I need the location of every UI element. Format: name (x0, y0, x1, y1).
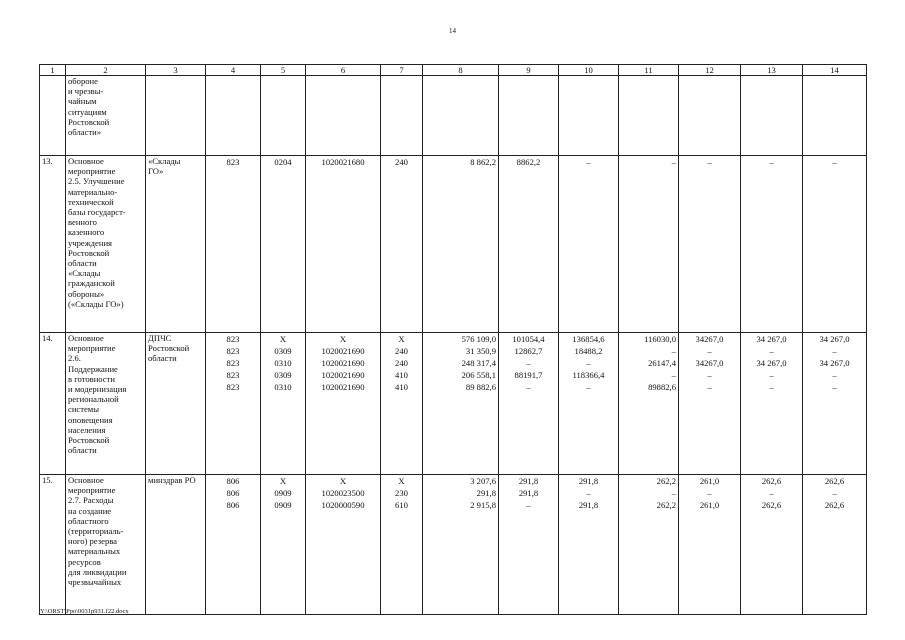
cell-value: 262,6 (761, 476, 782, 486)
column-header-7: 7 (381, 65, 423, 76)
cell-value: 230 (395, 488, 408, 498)
column-header-10: 10 (559, 65, 619, 76)
column-9-cell (499, 156, 559, 333)
cell-value: 0909 (274, 500, 292, 510)
cell-value: 823 (226, 382, 240, 392)
cell-value: 823 (226, 358, 240, 368)
cell-value: – (769, 157, 774, 167)
column-10-cell (559, 333, 619, 475)
row-number: 15. (40, 475, 66, 615)
column-header-2: 2 (66, 65, 146, 76)
cell-value: 8 862,2 (470, 157, 496, 167)
column-8-cell (423, 475, 499, 615)
column-7-cell (381, 76, 423, 156)
column-6-cell (306, 475, 381, 615)
cell-value: – (526, 358, 531, 368)
column-4-cell (206, 156, 261, 333)
cell-value: 3 207,6 (470, 476, 496, 486)
cell-value: 0909 (274, 488, 292, 498)
cell-value: – (832, 370, 837, 380)
cell-value: 806 (226, 476, 240, 486)
row-number: 13. (40, 156, 66, 333)
column-11-cell (619, 76, 679, 156)
cell-value: 8862,2 (516, 157, 541, 167)
executor: ДПЧС Ростовской области (146, 333, 206, 475)
table-row (40, 475, 867, 615)
column-8-cell (423, 333, 499, 475)
cell-value: – (671, 488, 676, 498)
cell-value: 1020021690 (321, 346, 365, 356)
column-9-cell (499, 333, 559, 475)
cell-value: X (339, 476, 347, 486)
cell-value: – (832, 488, 837, 498)
cell-value: 101054,4 (512, 334, 545, 344)
cell-value: 291,8 (578, 500, 599, 510)
column-11-cell (619, 333, 679, 475)
cell-value: X (279, 334, 287, 344)
cell-value: 806 (226, 500, 240, 510)
column-5-cell (261, 333, 306, 475)
column-5-cell (261, 475, 306, 615)
activity-name: Основное мероприятие 2.5. Улучшение материально- технической базы государст- венного казенного учреждения Ростовской области «Склады гражданской обороны» («Склады ГО») (66, 156, 146, 333)
column-header-9: 9 (499, 65, 559, 76)
cell-value: – (707, 488, 712, 498)
cell-value: 806 (226, 488, 240, 498)
column-12-cell (679, 333, 741, 475)
column-header-13: 13 (741, 65, 803, 76)
cell-value: – (526, 500, 531, 510)
cell-value: 1020021690 (321, 370, 365, 380)
cell-value: 1020021690 (321, 358, 365, 368)
column-10-cell (559, 475, 619, 615)
cell-value: – (707, 370, 712, 380)
cell-value: 410 (395, 370, 408, 380)
cell-value: 262,6 (824, 500, 845, 510)
cell-value: 0310 (274, 382, 292, 392)
cell-value: 118366,4 (572, 370, 605, 380)
cell-value: 88191,7 (514, 370, 543, 380)
cell-value: 206 558,1 (461, 370, 496, 380)
cell-value: 26147,4 (648, 358, 676, 368)
cell-value: 1020021690 (321, 382, 365, 392)
cell-value: – (769, 488, 774, 498)
cell-value: 410 (395, 382, 408, 392)
column-header-14: 14 (803, 65, 867, 76)
cell-value: 262,2 (656, 500, 676, 510)
column-7-cell (381, 475, 423, 615)
column-10-cell (559, 156, 619, 333)
footer-path: Y:\ORST\Ppo\0031p931.f22.docx (40, 608, 129, 615)
column-header-11: 11 (619, 65, 679, 76)
cell-value: 262,2 (656, 476, 676, 486)
cell-value: – (769, 382, 774, 392)
table-row (40, 333, 867, 475)
cell-value: 823 (226, 157, 240, 167)
cell-value: 1020023500 (321, 488, 365, 498)
cell-value: 89 882,6 (465, 382, 496, 392)
cell-value: 240 (395, 358, 408, 368)
cell-value: 34 267,0 (756, 358, 787, 368)
column-11-cell (619, 475, 679, 615)
cell-value: 136854,6 (572, 334, 605, 344)
column-header-12: 12 (679, 65, 741, 76)
row-number: 14. (40, 333, 66, 475)
cell-value: 0310 (274, 358, 292, 368)
column-5-cell (261, 76, 306, 156)
column-5-cell (261, 156, 306, 333)
cell-value: 576 109,0 (461, 334, 496, 344)
cell-value: 34 267,0 (819, 358, 850, 368)
column-6-cell (306, 333, 381, 475)
cell-value: 261,0 (699, 500, 720, 510)
column-8-cell (423, 76, 499, 156)
page-number: 14 (449, 27, 456, 35)
cell-value: 291,8 (518, 476, 539, 486)
cell-value: 18488,2 (574, 346, 603, 356)
cell-value: 34 267,0 (819, 334, 850, 344)
cell-value: 291,8 (518, 488, 539, 498)
column-6-cell (306, 76, 381, 156)
column-12-cell (679, 76, 741, 156)
activity-name: обороне и чрезвы- чайным ситуациям Ростовской области» (66, 76, 146, 156)
cell-value: X (279, 476, 287, 486)
cell-value: X (398, 334, 405, 344)
cell-value: 0309 (274, 370, 292, 380)
column-header-4: 4 (206, 65, 261, 76)
cell-value: – (586, 382, 591, 392)
column-header-8: 8 (423, 65, 499, 76)
cell-value: X (398, 476, 405, 486)
column-12-cell (679, 475, 741, 615)
column-13-cell (741, 475, 803, 615)
executor: «Склады ГО» (146, 156, 206, 333)
cell-value: – (707, 346, 712, 356)
cell-value: 12862,7 (514, 346, 543, 356)
column-13-cell (741, 156, 803, 333)
column-header-1: 1 (40, 65, 66, 76)
column-14-cell (803, 475, 867, 615)
column-header-5: 5 (261, 65, 306, 76)
cell-value: 240 (395, 346, 408, 356)
cell-value: 248 317,4 (461, 358, 496, 368)
column-header-3: 3 (146, 65, 206, 76)
executor (146, 76, 206, 156)
cell-value: 610 (395, 500, 408, 510)
cell-value: – (586, 488, 591, 498)
cell-value: – (832, 382, 837, 392)
cell-value: X (339, 334, 347, 344)
cell-value: – (526, 382, 531, 392)
cell-value: 823 (226, 334, 240, 344)
column-4-cell (206, 76, 261, 156)
cell-value: 262,6 (761, 500, 782, 510)
column-13-cell (741, 76, 803, 156)
column-14-cell (803, 156, 867, 333)
cell-value: 823 (226, 346, 240, 356)
cell-value: 116030,0 (644, 334, 676, 344)
column-4-cell (206, 333, 261, 475)
row-number (40, 76, 66, 156)
cell-value: 34 267,0 (756, 334, 787, 344)
cell-value: 34267,0 (695, 358, 724, 368)
cell-value: – (671, 346, 676, 356)
cell-value: – (586, 358, 591, 368)
column-header-6: 6 (306, 65, 381, 76)
cell-value: 34267,0 (695, 334, 724, 344)
column-14-cell (803, 76, 867, 156)
cell-value: 1020021680 (321, 157, 365, 167)
column-9-cell (499, 76, 559, 156)
cell-value: 0309 (274, 346, 292, 356)
column-7-cell (381, 333, 423, 475)
cell-value: 262,6 (824, 476, 845, 486)
cell-value: 2 915,8 (470, 500, 496, 510)
cell-value: 291,8 (578, 476, 599, 486)
column-6-cell (306, 156, 381, 333)
column-14-cell (803, 333, 867, 475)
cell-value: 240 (395, 157, 408, 167)
cell-value: 1020000590 (321, 500, 365, 510)
activity-name: Основное мероприятие 2.7. Расходы на создание областного (территориаль- ного) резерва материальных ресурсов для ликвидации чрезвычайных (66, 475, 146, 615)
cell-value: – (832, 346, 837, 356)
column-9-cell (499, 475, 559, 615)
column-4-cell (206, 475, 261, 615)
cell-value: – (671, 157, 676, 167)
cell-value: – (832, 157, 837, 167)
column-11-cell (619, 156, 679, 333)
cell-value: 0204 (274, 157, 292, 167)
cell-value: – (707, 382, 712, 392)
header-row (40, 65, 867, 76)
cell-value: 261,0 (699, 476, 720, 486)
cell-value: – (586, 157, 591, 167)
column-7-cell (381, 156, 423, 333)
table-row (40, 76, 867, 156)
table-row (40, 156, 867, 333)
cell-value: – (769, 346, 774, 356)
executor: минздрав РО (146, 475, 206, 615)
activity-name: Основное мероприятие 2.6. Поддержание в готовности и модернизация региональной системы оповещения населения Ростовской области (66, 333, 146, 475)
cell-value: 31 350,9 (465, 346, 496, 356)
cell-value: – (707, 157, 712, 167)
cell-value: – (671, 370, 676, 380)
cell-value: 823 (226, 370, 240, 380)
cell-value: 291,8 (476, 488, 496, 498)
cell-value: 89882,6 (648, 382, 676, 392)
column-13-cell (741, 333, 803, 475)
cell-value: – (769, 370, 774, 380)
column-8-cell (423, 156, 499, 333)
column-10-cell (559, 76, 619, 156)
column-12-cell (679, 156, 741, 333)
data-table (39, 64, 867, 615)
